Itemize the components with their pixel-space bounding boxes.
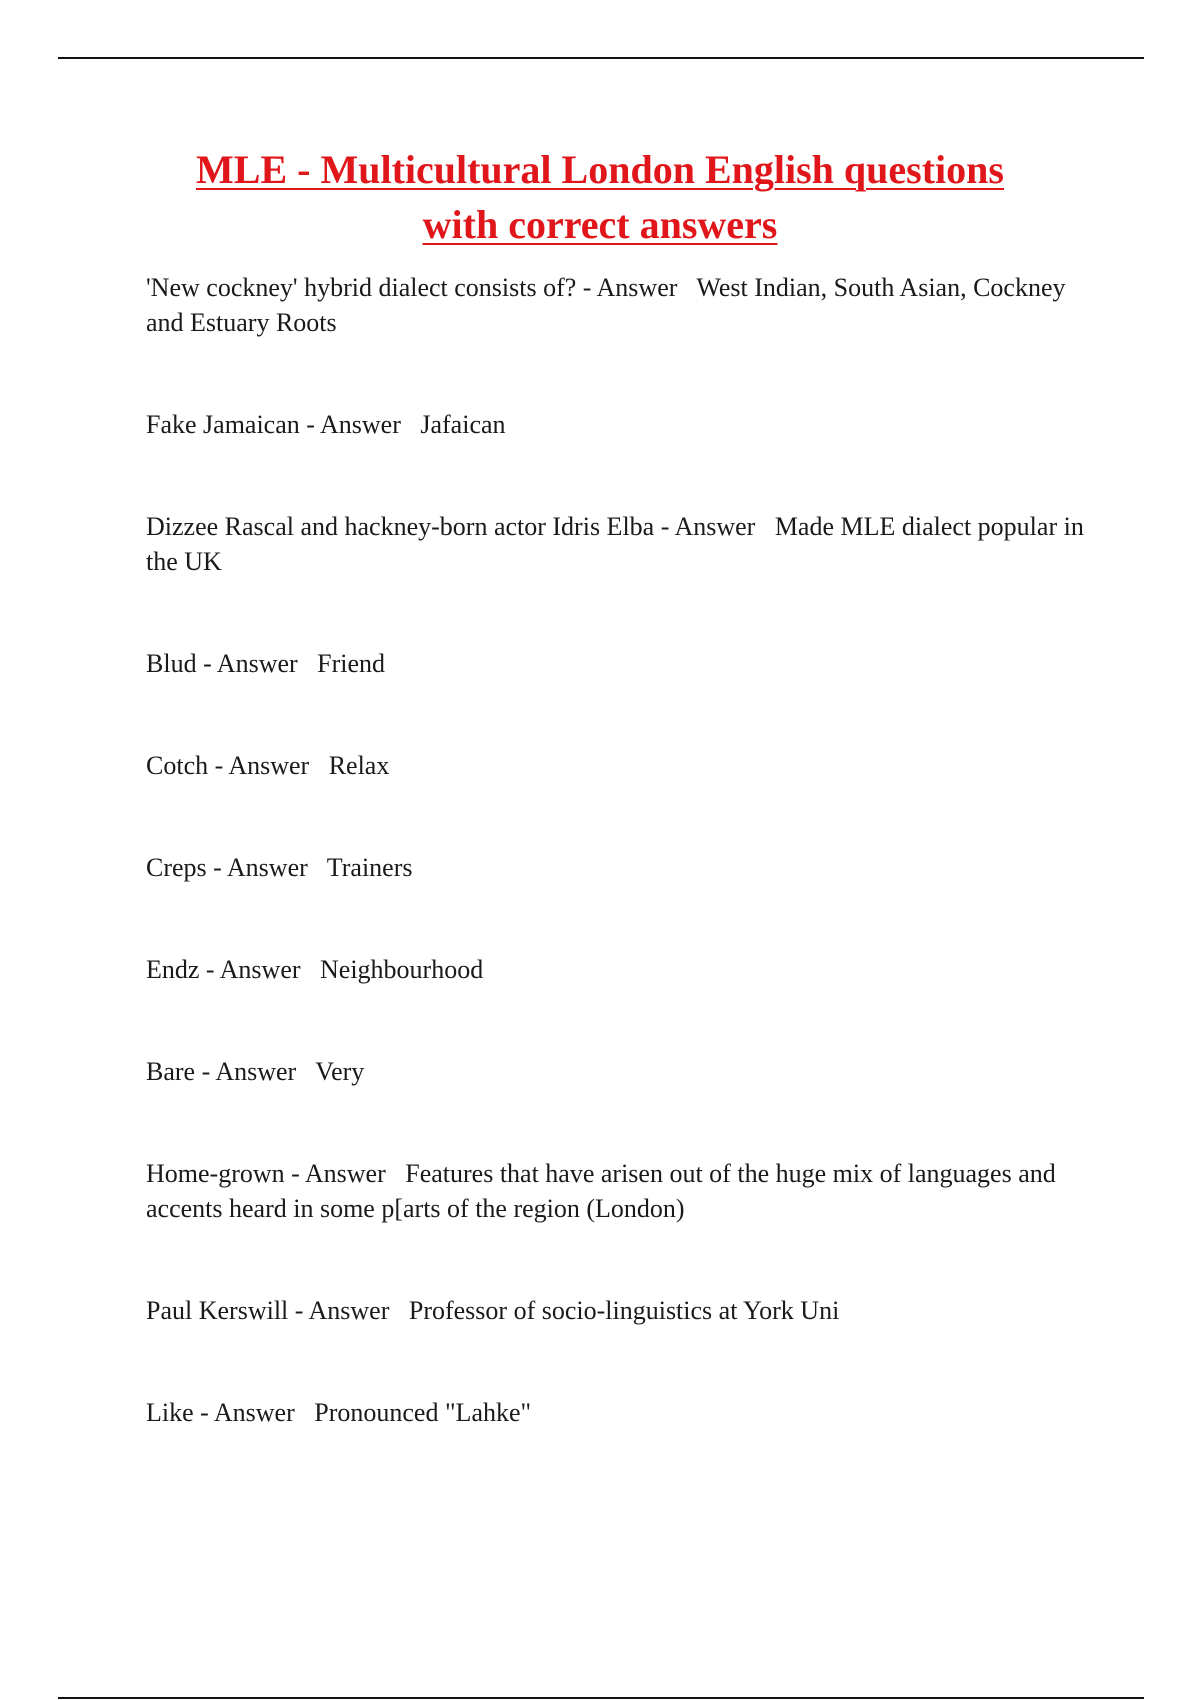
answer-text: Friend <box>317 649 386 678</box>
answer-text: West Indian, South Asian, Cockney and Estuary Roots <box>146 273 1066 337</box>
answer-text: Trainers <box>326 853 413 882</box>
question-text: Blud <box>146 649 197 678</box>
answer-text: Relax <box>328 751 390 780</box>
answer-text: Jafaican <box>420 410 506 439</box>
question-text: Bare <box>146 1057 196 1086</box>
qa-item <box>146 1054 1106 1089</box>
answer-separator: - Answer <box>196 649 318 678</box>
qa-item <box>146 270 1106 340</box>
question-text: Endz <box>146 955 200 984</box>
answer-text: Pronounced "Lahke" <box>314 1398 532 1427</box>
answer-text: Features that have arisen out of the huge mix of languages and accents heard in some p[arts of the region (London) <box>146 1159 1056 1223</box>
qa-item <box>146 1156 1106 1226</box>
qa-item <box>146 1395 1106 1430</box>
answer-separator: - Answer <box>299 410 421 439</box>
answer-separator: - Answer <box>654 512 775 541</box>
bottom-rule <box>58 1697 1144 1699</box>
title-line-1: MLE - Multicultural London English questions <box>196 147 1004 192</box>
question-text: Paul Kerswill <box>146 1296 289 1325</box>
qa-item <box>146 407 1106 442</box>
answer-text: Very <box>315 1057 365 1086</box>
qa-item <box>146 850 1106 885</box>
question-text: 'New cockney' hybrid dialect consists of? <box>146 273 577 302</box>
question-text: Fake Jamaican <box>146 410 300 439</box>
qa-item <box>146 1293 1106 1328</box>
question-text: Cotch <box>146 751 209 780</box>
answer-separator: - Answer <box>576 273 697 302</box>
title-line-2: with correct answers <box>422 202 778 247</box>
question-text: Creps <box>146 853 207 882</box>
qa-list <box>146 270 1106 1430</box>
answer-separator: - Answer <box>199 955 321 984</box>
document-title <box>100 142 1100 252</box>
question-text: Home-grown <box>146 1159 285 1188</box>
qa-item <box>146 952 1106 987</box>
answer-separator: - Answer <box>288 1296 409 1325</box>
answer-separator: - Answer <box>208 751 329 780</box>
answer-text: Made MLE dialect popular in the UK <box>146 512 1084 576</box>
top-rule <box>58 57 1144 59</box>
question-text: Like <box>146 1398 194 1427</box>
answer-separator: - Answer <box>206 853 327 882</box>
answer-separator: - Answer <box>195 1057 316 1086</box>
answer-separator: - Answer <box>193 1398 315 1427</box>
answer-text: Professor of socio-linguistics at York Uni <box>408 1296 840 1325</box>
answer-text: Neighbourhood <box>320 955 484 984</box>
qa-item <box>146 509 1106 579</box>
qa-item <box>146 748 1106 783</box>
qa-item <box>146 646 1106 681</box>
question-text: Dizzee Rascal and hackney-born actor Idris Elba <box>146 512 655 541</box>
answer-separator: - Answer <box>284 1159 406 1188</box>
